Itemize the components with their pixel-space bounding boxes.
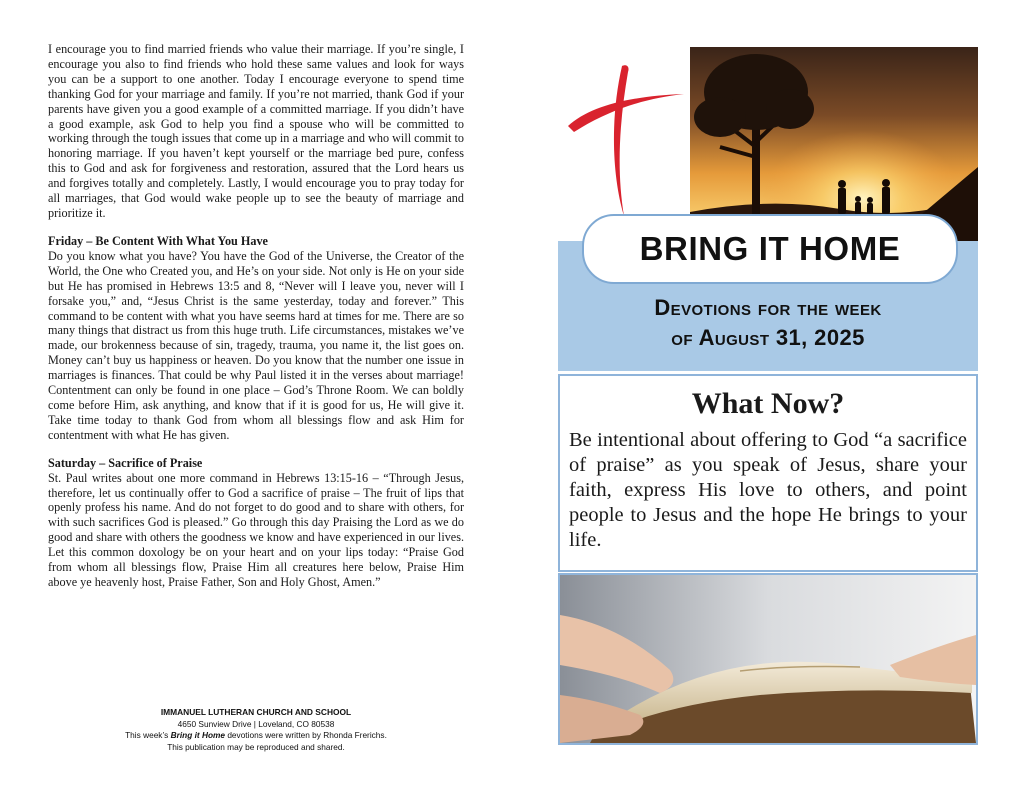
saturday-section [48, 456, 464, 590]
what-now-title: What Now? [691, 387, 845, 420]
credit-suffix: devotions were written by Rhonda Frerichs. [225, 730, 387, 741]
subtitle-line-2: of August 31, 2025 [671, 325, 865, 350]
church-address: 4650 Sunview Drive | Loveland, CO 80538 [177, 718, 335, 729]
saturday-heading: Saturday – Sacrifice of Praise [48, 455, 203, 470]
friday-text: Do you know what you have? You have the God of the Universe, the Creator of the World, the One who Created you, and He’s on your side. Not only is He on your side but He has promised in Hebrews 13:5 and 8, “Never will I leave you, never will I forsake you,” and, “Jesus Christ is the same yesterday, today and forever.” This command to be content with what you have seems hard at times for me. There are so many things that distract us from this huge truth. Life circumstances, mistakes we’ve made, our brokenness because of sin, tragedy, trauma, you name it, the list goes on. Money can’t buy us happiness or heaven. Do you know that the number one issue in marriages is finances. That could be why Paul listed it in the verses about marriage! Contentment can only be found in one place – God’s Throne Room. We can boldly come before Him, ask anything, and know that if it is good for us, He will give it. Take time today to thank God from whom all blessings flow and ask Him for contentment with what He has given. [48, 248, 464, 442]
church-footer [80, 707, 432, 753]
title-pill [582, 214, 958, 284]
what-now-box [558, 374, 978, 572]
open-bible-photo [558, 573, 978, 745]
devotion-column [48, 42, 464, 590]
friday-section [48, 234, 464, 443]
red-cross-icon [560, 58, 690, 218]
week-subtitle [558, 293, 978, 353]
credit-prefix: This week’s [125, 730, 171, 741]
what-now-text: Be intentional about offering to God “a sacrifice of praise” as you speak of Jesus, share your faith, express His love to others, and point people to Jesus and the hope He brings to your life. [569, 429, 967, 551]
subtitle-line-1: Devotions for the week [654, 295, 882, 320]
sunset-family-photo [690, 47, 978, 241]
friday-heading: Friday – Be Content With What You Have [48, 233, 268, 248]
bulletin-title: BRING IT HOME [639, 230, 901, 267]
saturday-text: St. Paul writes about one more command in Hebrews 13:15-16 – “Through Jesus, therefore, let us continually offer to God a sacrifice of praise – The fruit of lips that openly profess his name. And do not forget to do good and to share with others, for with such sacrifices God is pleased.” Go through this day Praising the Lord as we do good and share with others the goodness we know and have experienced in our lives. Let this common doxology be on your heart and on your lips today: “Praise God from whom all blessings flow, Praise Him all creatures here below, Praise Him above ye heavenly host, Praise Father, Son and Holy Ghost, Amen.” [48, 470, 464, 589]
credit-title: Bring it Home [170, 730, 226, 741]
author-credit [80, 730, 432, 742]
reproduce-notice: This publication may be reproduced and shared. [167, 741, 345, 752]
church-name: IMMANUEL LUTHERAN CHURCH AND SCHOOL [160, 707, 352, 717]
intro-paragraph: I encourage you to find married friends who value their marriage. If you’re single, I encourage you also to find friends who hold these same values and look for ways you can be a support to one another. Today I encourage everyone to spend time thanking God for your marriage and family. If you’re not married, thank God if your parents have given you a good example of a committed marriage. If you didn’t have a good example, ask God to help you find a spouse who will be committed to working through the tough issues that come up in a marriage and who will commit to honoring marriage. If you haven’t kept yourself or the marriage bed pure, confess this to God and ask for forgiveness and restoration, assured that the Lord hears us and forgives totally and completely. Lastly, I would encourage you to pray today for all marriages, that God would wake people up to see the beauty of marriage and prioritize it. [48, 42, 464, 220]
